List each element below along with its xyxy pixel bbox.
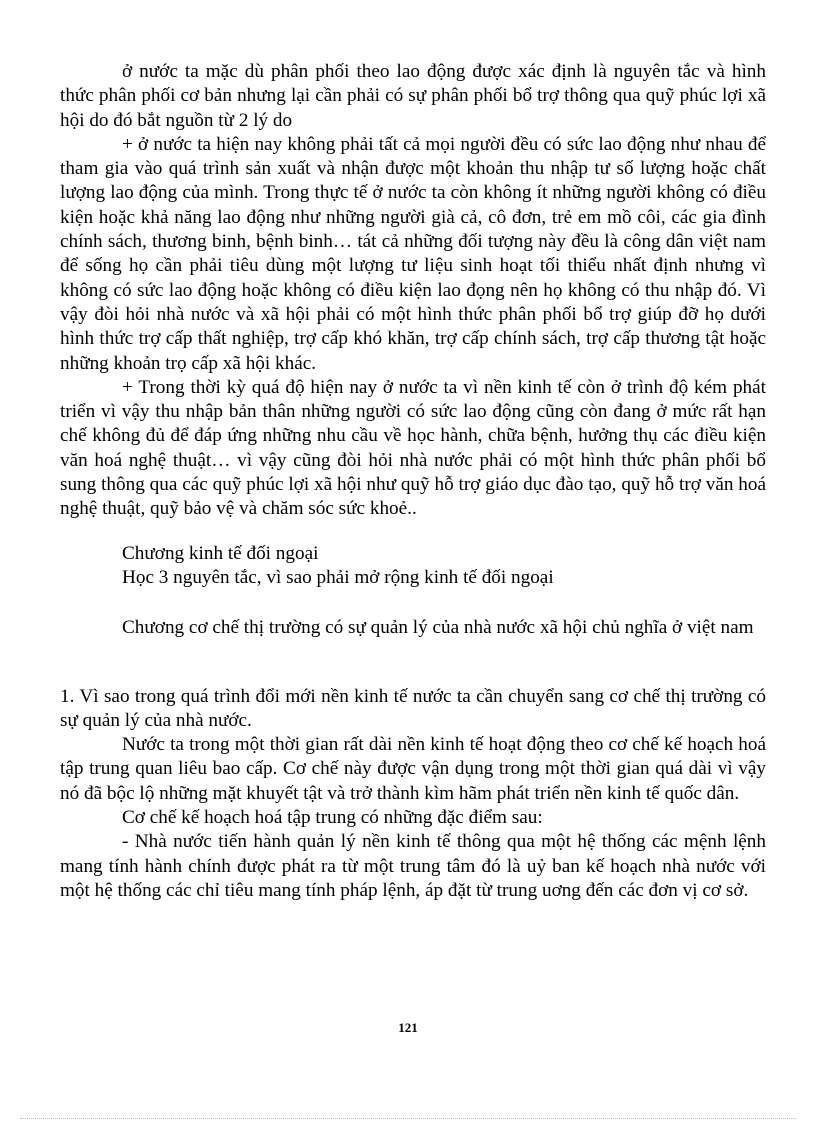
heading-market-mechanism: Chương cơ chế thị trường có sự quản lý của nhà nước xã hội chủ nghĩa ở việt nam xyxy=(122,617,754,639)
paragraph-planning-history: Nước ta trong một thời gian rất dài nền kinh tế hoạt động theo cơ chế kế hoạch hoá tập trung quan liêu bao cấp. Cơ chế này được vận dụng trong một thời gian quá dài vì vậy nó đã bộc lộ những mặt khuyết tật và trở thành kìm hãm phát triển nền kinh tế quốc dân. xyxy=(60,734,766,804)
question-1: 1. Vì sao trong quá trình đổi mới nền kinh tế nước ta cần chuyển sang cơ chế thị trường có sự quản lý của nhà nước. xyxy=(60,685,766,731)
paragraph-reason-2: + Trong thời kỳ quá độ hiện nay ở nước ta vì nền kinh tế còn ở trình độ kém phát triển vì vậy thu nhập bản thân những người có sức lao động cũng còn đang ở mức rất hạn chế không đủ để đáp ứng những nhu cầu về học hành, chữa bệnh, hưởng thụ các điều kiện văn hoá nghệ thuật… vì vậy cũng đòi hỏi nhà nước phải có một hình thức phân phối bổ sung thông qua các quỹ phúc lợi xã hội như quỹ hỗ trợ giáo dục đào tạo, quỹ hỗ trợ văn hoá nghệ thuật, quỹ bảo vệ và chăm sóc sức khoẻ.. xyxy=(60,376,766,520)
paragraph-feature-1: - Nhà nước tiến hành quản lý nền kinh tế thông qua một hệ thống các mệnh lệnh mang tính hành chính được phát ra từ một trung tâm đó là uỷ ban kế hoạch nhà nước với một hệ thống các chỉ tiêu mang tính pháp lệnh, áp đặt từ trung uơng đến các đơn vị cơ sở. xyxy=(60,831,766,901)
paragraph-planning-features: Cơ chế kế hoạch hoá tập trung có những đặc điểm sau: xyxy=(122,807,543,829)
paragraph-reason-1: + ở nước ta hiện nay không phải tất cả mọi người đều có sức lao động như nhau để tham gia vào quá trình sản xuất và nhận được một khoản thu nhập tư số lượng hoặc chất lượng lao động của mình. Trong thực tế ở nước ta còn không ít những người không có điều kiện hoặc khả năng lao động như những người già cả, cô đơn, trẻ em mồ côi, các gia đình chính sách, thương binh, bệnh binh… tát cả những đối tượng này đều là công dân việt nam để sống họ cần phải tiêu dùng một lượng tư liệu sinh hoạt tối thiểu nhất định nhưng vì không có sức lao động hoặc không có điều kiện lao đọng nên họ không có thu nhập đó. Vì vậy đòi hỏi nhà nước và xã hội phải có một hình thức phân phối bổ trợ giúp đỡ họ dưới hình thức trợ cấp thất nghiệp, trợ cấp khó khăn, trợ cấp chính sách, trợ cấp thương tật hoặc những khoản trọ cấp xã hội khác. xyxy=(60,133,766,374)
footer-divider xyxy=(20,1118,796,1119)
note-foreign-economy: Học 3 nguyên tắc, vì sao phải mở rộng kinh tế đối ngoại xyxy=(122,566,554,588)
paragraph-distribution-intro: ở nước ta mặc dù phân phối theo lao động được xác định là nguyên tắc và hình thức phân phối cơ bản nhưng lại cần phải có sự phân phối bổ trợ thông qua quỹ phúc lợi xã hội do đó bắt nguồn từ 2 lý do xyxy=(60,61,766,131)
document-page xyxy=(60,60,766,903)
heading-foreign-economy: Chương kinh tế đối ngoại xyxy=(122,542,319,564)
page-number: 121 xyxy=(398,1020,418,1035)
